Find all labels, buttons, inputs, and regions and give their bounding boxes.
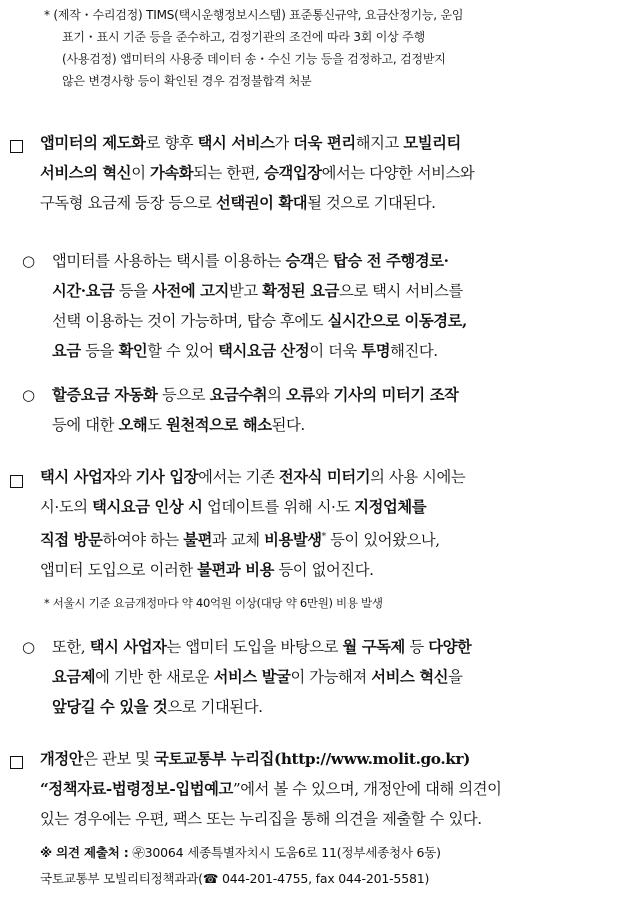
note-line-2: 표기・표시 기준 등을 준수하고, 검정기관의 조건에 따라 3회 이상 주행 [62, 30, 425, 44]
p6-line-2: “정책자료-법령정보-입법예고”에서 볼 수 있으며, 개정안에 대해 의견이 [40, 780, 502, 798]
paragraph-4 [40, 462, 465, 585]
p2-line-2: 시간·요금 등을 사전에 고지받고 확정된 요금으로 택시 서비스를 [52, 282, 463, 300]
circle-bullet-icon: ○ [22, 638, 36, 656]
paragraph-5 [52, 632, 471, 722]
p2-line-1: 앱미터를 사용하는 택시를 이용하는 승객은 탑승 전 주행경로· [52, 252, 449, 270]
contact-line-1: ※ 의견 제출처 : ㉾30064 세종특별자치시 도움6로 11(정부세종청사 6동) [40, 845, 441, 860]
p4-line-4: 앱미터 도입으로 이러한 불편과 비용 등이 없어진다. [40, 561, 374, 580]
p4-line-3: 직접 방문하여야 하는 불편과 교체 비용발생* 등이 있어왔으나, [40, 531, 440, 550]
p1-line-2: 서비스의 혁신이 가속화되는 한편, 승객입장에서는 다양한 서비스와 [40, 164, 475, 182]
contact-info [40, 840, 441, 892]
note-line-3: (사용검정) 앱미터의 사용중 데이터 송・수신 기능 등을 검정하고, 검정받지 [62, 52, 446, 66]
p2-line-4: 요금 등을 확인할 수 있어 택시요금 산정이 더욱 투명해진다. [52, 342, 438, 360]
p6-line-3: 있는 경우에는 우편, 팩스 또는 누리집을 통해 의견을 제출할 수 있다. [40, 810, 482, 828]
p5-line-1: 또한, 택시 사업자는 앱미터 도입을 바탕으로 월 구독제 등 다양한 [52, 638, 472, 656]
p6-line-1: 개정안은 관보 및 국토교통부 누리집(http://www.molit.go.kr) [40, 750, 470, 768]
p1-line-3: 구독형 요금제 등장 등으로 선택권이 확대될 것으로 기대된다. [40, 194, 436, 212]
p2-line-3: 선택 이용하는 것이 가능하며, 탑승 후에도 실시간으로 이동경로, [52, 312, 467, 330]
square-bullet-icon [10, 475, 23, 488]
paragraph-3 [52, 380, 458, 440]
p3-line-1: 할증요금 자동화 등으로 요금수취의 오류와 기사의 미터기 조작 [52, 386, 459, 404]
top-notes [44, 4, 463, 92]
paragraph-6 [40, 744, 502, 834]
paragraph-1 [40, 128, 474, 218]
p3-line-2: 등에 대한 오해도 원천적으로 해소된다. [52, 416, 305, 434]
circle-bullet-icon: ○ [22, 386, 36, 404]
note-line-4: 않은 변경사항 등이 확인된 경우 검정불합격 처분 [62, 74, 312, 88]
p1-line-1: 앱미터의 제도화로 향후 택시 서비스가 더욱 편리해지고 모빌리티 [40, 134, 461, 152]
square-bullet-icon [10, 756, 23, 769]
paragraph-2 [52, 246, 467, 366]
p5-line-3: 앞당길 수 있을 것으로 기대된다. [52, 698, 263, 716]
footnote: * 서울시 기준 요금개정마다 약 40억원 이상(대당 약 6만원) 비용 발생 [44, 596, 383, 610]
contact-line-2: 국토교통부 모빌리티정책과과(☎ 044-201-4755, fax 044-201-5581) [40, 871, 430, 886]
p4-line-1: 택시 사업자와 기사 입장에서는 기존 전자식 미터기의 사용 시에는 [40, 468, 466, 486]
square-bullet-icon [10, 140, 23, 153]
p4-line-2: 시·도의 택시요금 인상 시 업데이트를 위해 시·도 지정업체를 [40, 498, 427, 516]
p5-line-2: 요금제에 기반 한 새로운 서비스 발굴이 가능해져 서비스 혁신을 [52, 668, 463, 686]
note-line-1: * (제작・수리검정) TIMS(택시운행정보시스템) 표준통신규약, 요금산정기능, 운임 [44, 8, 464, 22]
circle-bullet-icon: ○ [22, 252, 36, 270]
